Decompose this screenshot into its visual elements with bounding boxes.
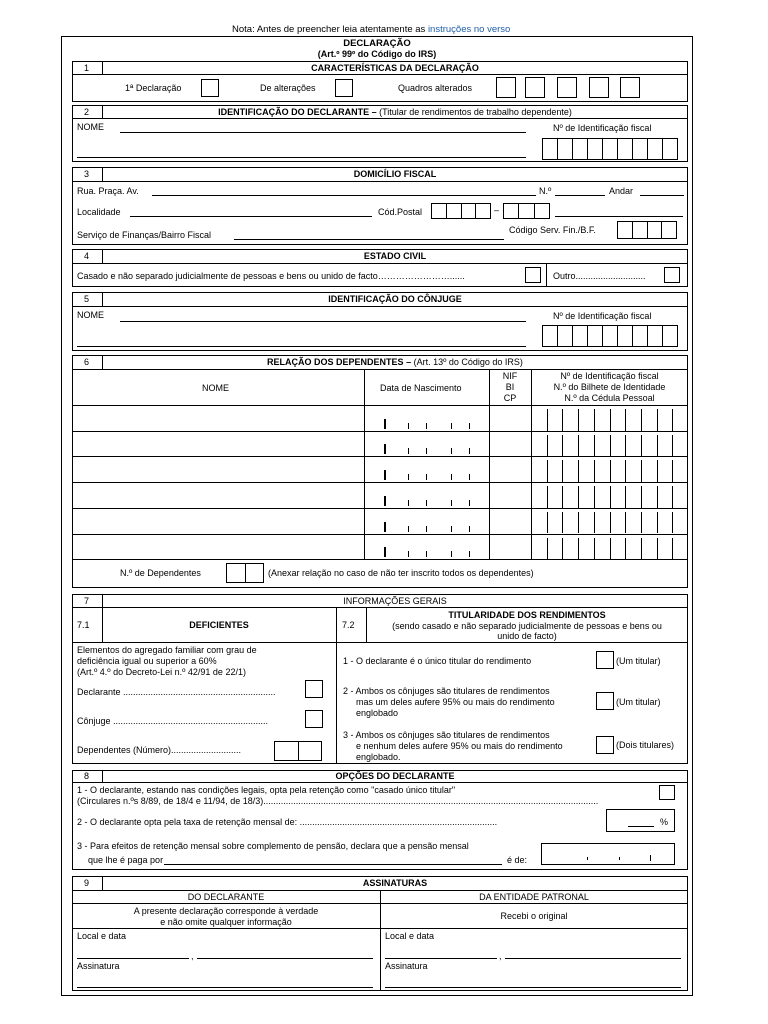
subsection-71-number: 7.1 (77, 620, 90, 630)
quadro-box-5[interactable] (620, 77, 640, 98)
postal-locality-input[interactable] (555, 216, 683, 217)
dependent-row[interactable] (72, 405, 688, 431)
employer-signature-label: Assinatura (385, 961, 428, 971)
elementos-text: Elementos do agregado familiar com grau de (77, 645, 257, 655)
postal-code-label: Cód.Postal (378, 207, 423, 217)
titularidade-note: (sendo casado e não separado judicialmente de pessoas e bens ou (392, 621, 662, 631)
spouse-nif-input[interactable] (542, 325, 678, 347)
received-text: Recebi o original (500, 911, 568, 921)
instructions-link[interactable]: instruções no verso (427, 24, 511, 35)
subsection-72-number: 7.2 (342, 620, 355, 630)
titularidade-title: TITULARIDADE DOS RENDIMENTOS (448, 610, 606, 620)
note-text: Nota: Antes de preencher leia atentamente as (232, 24, 426, 35)
titular-option-3-checkbox[interactable] (596, 736, 614, 754)
declarant-signature-input[interactable] (77, 987, 373, 988)
section-title: DOMICÍLIO FISCAL (353, 169, 437, 179)
spouse-name-input[interactable] (120, 321, 526, 322)
quadro-box-3[interactable] (557, 77, 577, 98)
section-number: 1 (84, 63, 90, 73)
declarant-statement: A presente declaração corresponde à verdade (133, 906, 319, 916)
titular-option-2-l3: englobado (356, 708, 399, 718)
employer-signature-header: DA ENTIDADE PATRONAL (479, 892, 589, 902)
deficient-dependents-label: Dependentes (Número)............................ (77, 745, 242, 755)
changes-checkbox[interactable] (335, 79, 353, 97)
married-label: Casado e não separado judicialmente de pessoas e bens ou unido de facto……………………...... (77, 271, 465, 281)
section-number: 9 (84, 878, 90, 888)
titular-option-3: 3 - Ambos os cônjuges são titulares de rendimentos (343, 730, 550, 740)
section-number: 2 (84, 107, 90, 117)
cod-serv-label: Código Serv. Fin./B.F. (509, 225, 596, 235)
section-title: IDENTIFICAÇÃO DO CÔNJUGE (328, 294, 462, 304)
quadro-box-4[interactable] (589, 77, 609, 98)
amount-label: é de: (507, 855, 528, 865)
nif-label: Nº de Identificação fiscal (553, 123, 652, 133)
option-2-text: 2 - O declarante opta pela taxa de retenção mensal de: ............................................................................... (77, 817, 498, 827)
street-input[interactable] (152, 195, 536, 196)
name-input-line2[interactable] (77, 157, 526, 158)
other-checkbox[interactable] (664, 267, 680, 283)
declarant-place-date-label: Local e data (77, 931, 127, 941)
declarant-signature-header: DO DECLARANTE (187, 892, 265, 902)
form-subtitle: (Art.º 99º do Código do IRS) (317, 49, 437, 59)
postal-code-input[interactable] (431, 203, 491, 219)
titular-option-3-l3: englobado. (356, 752, 401, 762)
section-title: OPÇÕES DO DECLARANTE (335, 771, 455, 781)
number-label: N.º (539, 186, 552, 196)
street-label: Rua. Praça. Av. (77, 186, 139, 196)
num-dependents-input[interactable] (226, 563, 264, 583)
quadros-label: Quadros alterados (398, 83, 473, 93)
titular-option-1-note: (Um titular) (616, 656, 661, 666)
postal-dash: – (494, 205, 500, 215)
postal-code-ext-input[interactable] (503, 203, 550, 219)
col-id-cp: N.º da Cédula Pessoal (564, 393, 655, 403)
deficient-declarant-checkbox[interactable] (305, 680, 323, 698)
deficient-dependents-input[interactable] (274, 741, 322, 761)
option-1-text-2: (Circulares n.ºs 8/89, de 18/4 e 11/94, de 18/3)...................................................................................................................................... (77, 796, 599, 806)
titularidade-note-2: unido de facto) (497, 631, 557, 641)
titular-option-1: 1 - O declarante é o único titular do rendimento (343, 656, 532, 666)
andar-label: Andar (609, 186, 634, 196)
titular-option-2-checkbox[interactable] (596, 692, 614, 710)
col-name-header: NOME (202, 383, 229, 393)
other-label: Outro............................ (553, 271, 646, 281)
elementos-text-3: (Art.º 4.º do Decreto-Lei n.º 42/91 de 22/1) (77, 667, 246, 677)
section-number: 3 (84, 169, 90, 179)
deficient-spouse-label: Cônjuge .............................................................. (77, 716, 269, 726)
rate-line (628, 826, 654, 827)
titular-option-2: 2 - Ambos os cônjuges são titulares de rendimentos (343, 686, 550, 696)
section-title: ASSINATURAS (362, 878, 428, 888)
declarant-date-input[interactable] (197, 958, 373, 959)
titular-option-2-note: (Um titular) (616, 697, 661, 707)
titular-option-3-l2: e nenhum deles aufere 95% ou mais do rendimento (356, 741, 563, 751)
declarant-signature-label: Assinatura (77, 961, 120, 971)
elementos-text-2: deficiência igual ou superior a 60% (77, 656, 217, 666)
percent-sign: % (660, 817, 669, 827)
titular-option-2-l2: mas um deles aufere 95% ou mais do rendimento (356, 697, 555, 707)
andar-input[interactable] (640, 195, 684, 196)
top-note (232, 25, 510, 35)
number-input[interactable] (555, 195, 605, 196)
dependent-row[interactable] (72, 431, 688, 457)
employer-place-input[interactable] (385, 958, 497, 959)
changes-label: De alterações (260, 83, 316, 93)
employer-signature-input[interactable] (385, 987, 681, 988)
name-input[interactable] (120, 132, 526, 133)
option-1-checkbox[interactable] (659, 785, 675, 800)
option-3-text-2: que lhe é paga por (88, 855, 164, 865)
pension-amount-input[interactable] (541, 843, 675, 865)
first-declaration-checkbox[interactable] (201, 79, 219, 97)
section-number: 7 (84, 596, 90, 606)
dependent-row[interactable] (72, 482, 688, 508)
section-number: 8 (84, 771, 90, 781)
deficient-spouse-checkbox[interactable] (305, 710, 323, 728)
employer-date-input[interactable] (505, 958, 681, 959)
nif-input[interactable] (542, 138, 678, 160)
localidade-input[interactable] (130, 216, 372, 217)
attach-note: (Anexar relação no caso de não ter inscrito todos os dependentes) (268, 568, 534, 578)
num-dependents-label: N.º de Dependentes (120, 568, 201, 578)
option-3-text: 3 - Para efeitos de retenção mensal sobre complemento de pensão, declara que a pensão mensal (77, 841, 469, 851)
quadro-box-1[interactable] (496, 77, 516, 98)
col-id-bi: N.º do Bilhete de Identidade (553, 382, 666, 392)
payer-input[interactable] (164, 864, 502, 865)
section-number: 4 (84, 251, 90, 261)
name-label: NOME (77, 122, 104, 132)
col-type-bi: BI (505, 382, 515, 392)
deficientes-title: DEFICIENTES (189, 620, 249, 630)
section-title: ESTADO CIVIL (363, 251, 427, 261)
first-declaration-label: 1ª Declaração (125, 83, 182, 93)
cod-serv-input[interactable] (617, 221, 677, 239)
titular-option-1-checkbox[interactable] (596, 651, 614, 669)
section-title: INFORMAÇÕES GERAIS (343, 596, 447, 606)
quadro-box-2[interactable] (525, 77, 545, 98)
spouse-nif-label: Nº de Identificação fiscal (553, 311, 652, 321)
titular-option-3-note: (Dois titulares) (616, 740, 675, 750)
spouse-name-input-line2[interactable] (77, 346, 526, 347)
section-title: CARACTERÍSTICAS DA DECLARAÇÃO (311, 63, 479, 73)
servico-input[interactable] (234, 239, 504, 240)
dependent-row[interactable] (72, 456, 688, 482)
employer-place-date-label: Local e data (385, 931, 435, 941)
option-1-text: 1 - O declarante, estando nas condições legais, opta pela retenção como "casado único titular" (77, 785, 456, 795)
declarant-place-input[interactable] (77, 958, 189, 959)
deficient-declarant-label: Declarante ............................................................. (77, 687, 276, 697)
col-type-cp: CP (503, 393, 517, 403)
spouse-name-label: NOME (77, 310, 104, 320)
localidade-label: Localidade (77, 207, 121, 217)
dependent-row[interactable] (72, 534, 688, 560)
section-number: 6 (84, 357, 90, 367)
married-checkbox[interactable] (525, 267, 541, 283)
section-title: RELAÇÃO DOS DEPENDENTES – (Art. 13º do Código do IRS) (267, 357, 523, 367)
declarant-statement-2: e não omite qualquer informação (160, 917, 292, 927)
dependent-row[interactable] (72, 508, 688, 534)
col-id-nif: Nº de Identificação fiscal (560, 371, 659, 381)
form-title: DECLARAÇÃO (343, 38, 411, 49)
col-date-header: Data de Nascimento (380, 383, 462, 393)
col-type-nif: NIF (502, 371, 518, 381)
servico-label: Serviço de Finanças/Bairro Fiscal (77, 230, 212, 240)
section-title: IDENTIFICAÇÃO DO DECLARANTE – (Titular de rendimentos de trabalho dependente) (218, 107, 572, 117)
section-number: 5 (84, 294, 90, 304)
